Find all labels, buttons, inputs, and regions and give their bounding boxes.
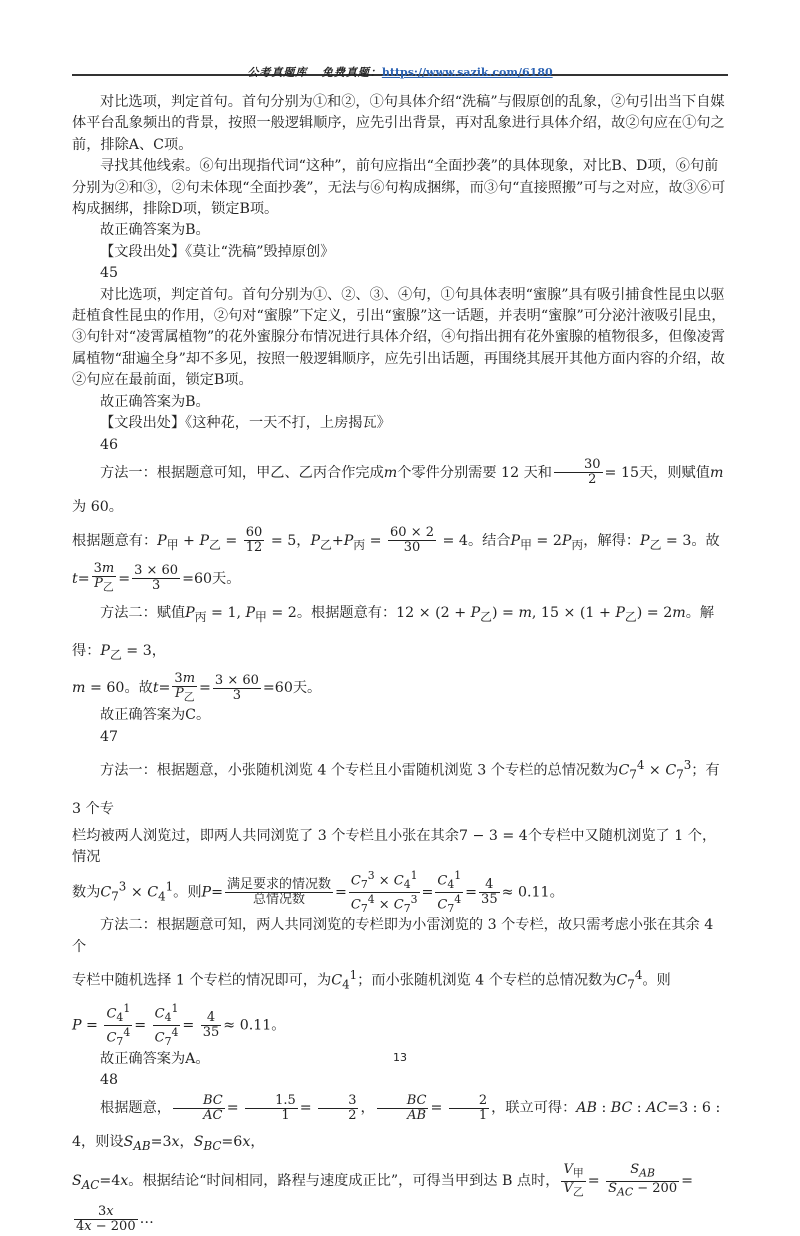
page-header: [72, 44, 728, 79]
fraction: $\frac{30}{2}$: [554, 458, 603, 487]
fraction: $\frac{C_4^1}{C_7^4}$: [106, 1001, 131, 1048]
math-line: 栏均被两人浏览过，即两人共同浏览了 3 个专栏且小张在其余7 − 3 = 4个专栏中又随机浏览了 1 个，情况: [72, 827, 717, 866]
paragraph: 方法二：根据题意可知，两人共同浏览的专栏即为小雷浏览的 3 个专栏，故只需考虑小张在其余 4 个: [72, 917, 714, 955]
fraction: $\frac{BC}{AC}$: [173, 1094, 225, 1123]
page-number: 13: [393, 1051, 407, 1064]
source-line: 【文段出处】《这种花，一天不打，上房揭瓦》: [100, 415, 391, 432]
fraction: $\frac{60 \times 2}{30}$: [390, 525, 435, 556]
question-number: 46: [100, 436, 119, 453]
answer-line: 故正确答案为B。: [100, 393, 210, 410]
header-label: 免费真题：: [321, 66, 382, 79]
math-line: 专栏中随机选择 1 个专栏的情况即可，为$C_4^1$；而小张随机浏览 4 个专栏的总情况数为$C_7^4$。则: [72, 968, 671, 992]
fraction: $\frac{4}{35}$: [202, 1009, 220, 1040]
question-number: 45: [100, 265, 119, 282]
fraction: $\frac{\text{满足要求的情况数}}{\text{总情况数}}$: [226, 876, 331, 907]
math-line: 数为$C_7^3 \times C_4^1$。则P= $\frac{\text{满足要求的情况数}}{\text{总情况数}}$ = $\frac{C_7^3 \times C_4^1}{C_7^4 \times C_7^3}$ = $\frac{C_4^1}{C_7^4}$ = $\frac{4}{35}$ ≈ 0.11。: [72, 868, 564, 915]
math-line: $S_{AC}=4x$。根据结论“时间相同，路程与速度成正比”，可得当甲到达 B 点时， $\frac{V_甲}{V_乙}$ = $\frac{S_{AB}}{S_{AC} - 200}$ = $\frac{3x}{4x - 200}$ …: [72, 1162, 693, 1234]
answer-line: 故正确答案为B。: [100, 222, 210, 239]
header-site-name: 公考真题库: [247, 66, 308, 79]
math-line: P = $\frac{C_4^1}{C_7^4}$ = $\frac{C_4^1}{C_7^4}$ = $\frac{4}{35}$ ≈ 0.11。: [72, 1001, 286, 1048]
paragraph: 对比选项，判定首句。首句分别为①和②，①句具体介绍“洗稿”与假原创的乱象，②句引出当下自媒体平台乱象频出的背景，按照一般逻辑顺序，应先引出背景，再对乱象进行具体介绍，故②句应在①句之前，排除A、C项。: [72, 94, 725, 153]
math-line: 方法一：根据题意，小张随机浏览 4 个专栏且小雷随机浏览 3 个专栏的总情况数为$C_7^4 \times C_7^3$；有 3 个专: [72, 758, 720, 817]
fraction: $\frac{3 \times 60}{3}$: [214, 672, 259, 703]
fraction: $\frac{2}{1}$: [449, 1094, 489, 1123]
math-line: m = 60。故t= $\frac{3m}{P_乙}$ = $\frac{3 \times 60}{3}$ =60天。: [72, 671, 322, 704]
math-line: 根据题意有：$P_甲 + P_乙$ = $\frac{60}{12}$ = 5，$P_乙+P_丙$ = $\frac{60 \times 2}{30}$ = 4。结合$P_甲 = 2P_丙$，解得：$P_乙 = 3$。故: [72, 525, 720, 556]
fraction: $\frac{3}{2}$: [318, 1094, 358, 1123]
math-line: 根据题意， $\frac{BC}{AC}$ = $\frac{1.5}{1}$ = $\frac{3}{2}$ ， $\frac{BC}{AB}$ = $\frac{2}{1}$ ，联立可得：AB : BC : AC=3 : 6 : 4，则设$S_{AB}=3x$，$S_{BC}=6x$，: [72, 1092, 721, 1154]
fraction: $\frac{V_甲}{V_乙}$: [563, 1162, 584, 1199]
fraction: $\frac{3m}{P_乙}$: [93, 561, 115, 595]
answer-line: 故正确答案为A。: [100, 1050, 210, 1067]
math-line: 方法一：根据题意可知，甲乙、乙丙合作完成m个零件分别需要 12 天和 $\frac{30}{2}$ = 15天，则赋值m为 60。: [72, 457, 724, 515]
fraction: $\frac{3x}{4x - 200}$: [76, 1203, 136, 1234]
source-line: 【文段出处】《莫让“洗稿”毁掉原创》: [100, 243, 335, 260]
fraction: $\frac{3 \times 60}{3}$: [134, 563, 179, 594]
fraction: $\frac{3m}{P_乙}$: [174, 671, 196, 704]
question-number: 47: [100, 728, 119, 745]
fraction: $\frac{1.5}{1}$: [245, 1094, 298, 1123]
fraction: $\frac{C_4^1}{C_7^4}$: [437, 868, 462, 915]
header-text: [247, 54, 552, 80]
paragraph: 对比选项，判定首句。首句分别为①、②、③、④句，①句具体表明“蜜腺”具有吸引捕食性昆虫以驱赶植食性昆虫的作用，②句对“蜜腺”下定义，引出“蜜腺”这一话题，并表明“蜜腺”可分泌汁液吸引昆虫，③句针对“凌霄属植物”的花外蜜腺分布情况进行具体介绍，④句指出拥有花外蜜腺的植物很多，但像凌霄属植物“甜遍全身”却不多见，按照一般逻辑顺序，应先引出话题，再围绕其展开其他方面内容的介绍，故②句应在最前面，锁定B项。: [72, 286, 726, 389]
fraction: $\frac{C_4^1}{C_7^4}$: [154, 1001, 179, 1048]
fraction: $\frac{BC}{AB}$: [377, 1094, 429, 1123]
paragraph: 寻找其他线索。⑥句出现指代词“这种”，前句应指出“全面抄袭”的具体现象，对比B、D项，⑥句前分别为②和③，②句未体现“全面抄袭”，无法与⑥句构成捆绑，而③句“直接照搬”可与之对应，故③⑥可构成捆绑，排除D项，锁定B项。: [72, 158, 726, 218]
fraction: $\frac{4}{35}$: [481, 876, 498, 907]
header-url-link[interactable]: https://www.sazik.com/6180: [381, 66, 553, 79]
math-line: t= $\frac{3m}{P_乙}$ = $\frac{3 \times 60}{3}$ =60天。: [72, 561, 241, 595]
question-number: 48: [100, 1072, 119, 1089]
math-line: 方法二：赋值$P_丙 = 1$, $P_甲 = 2$。根据题意有：$12 \times (2 + P_乙) = m$, $15 \times (1 + P_乙) = 2m$。解得：$P_乙 = 3$，: [72, 604, 715, 662]
answer-line: 故正确答案为C。: [100, 707, 211, 724]
fraction: $\frac{60}{12}$: [245, 525, 263, 556]
fraction: $\frac{C_7^3 \times C_4^1}{C_7^4 \times C_7^3}$: [350, 868, 418, 915]
page-content: [72, 92, 728, 1236]
fraction: $\frac{S_{AB}}{S_{AC} - 200}$: [608, 1162, 678, 1199]
